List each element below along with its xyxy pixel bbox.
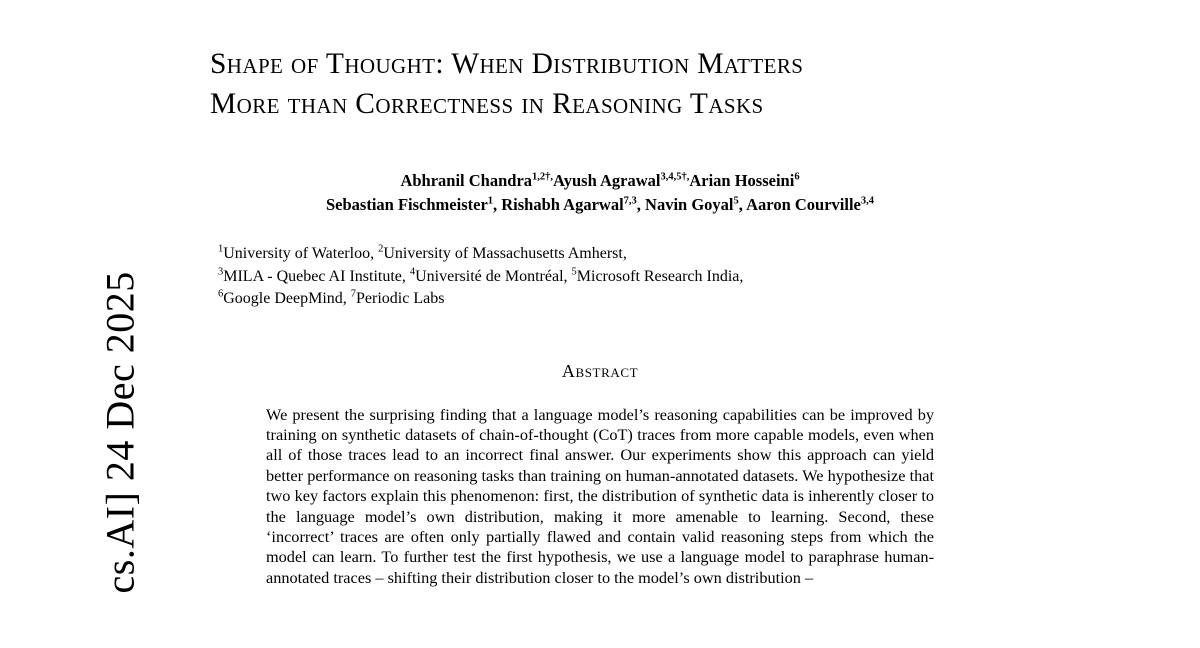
affiliation-text: Université de Montréal,	[415, 267, 572, 285]
affiliation-marker: 1	[218, 243, 224, 255]
affiliation-text: Google DeepMind,	[223, 290, 351, 307]
author-name: Ayush Agrawal	[553, 171, 661, 190]
arxiv-spine-stamp: cs.AI] 24 Dec 2025	[97, 271, 143, 594]
abstract-paragraph: We present the surprising finding that a language model’s reasoning capabilities can be improved by training on synthetic datasets of chain-of-thought (CoT) traces from more capable models, even when all of those traces lead to an incorrect final answer. Our experiments show this approach can yield better performance on reasoning tasks than training on human-annotated datasets. We hypothesize that two key factors explain this phenomenon: first, the distribution of synthetic data is inherently closer to the language model’s own distribution, making it more amenable to learning. Second, these ‘incorrect’ traces are often only partially flawed and contain valid reasoning steps from which the model can learn. To further test the first hypothesis, we use a language model to paraphrase human-annotated traces – shifting their distribution closer to the model’s own distribution –	[266, 404, 934, 587]
paper-column	[200, 0, 1000, 648]
affiliation-line	[218, 243, 1000, 266]
author-name: Rishabh Agarwal	[501, 195, 624, 214]
author-name: Navin Goyal	[645, 195, 734, 214]
page-title-line-2: More than Correctness in Reasoning Tasks	[210, 88, 764, 120]
author-affiliation-marker: 1	[487, 195, 494, 207]
affiliation-marker: 7	[350, 288, 357, 300]
affiliation-list	[218, 243, 1000, 311]
author-line-1	[200, 169, 1000, 193]
affiliation-text: Microsoft Research India,	[576, 267, 744, 285]
affiliation-marker: 2	[378, 243, 384, 255]
author-line-2	[200, 193, 1000, 217]
page-title	[200, 44, 1000, 124]
affiliation-marker: 6	[218, 288, 224, 300]
author-affiliation-marker: 5	[733, 195, 739, 207]
author-name: Sebastian Fischmeister	[325, 195, 488, 214]
author-affiliation-marker: 6	[794, 171, 800, 183]
author-name: Arian Hosseini	[689, 171, 795, 190]
author-affiliation-marker: 7,3	[623, 195, 637, 207]
affiliation-line	[218, 288, 1000, 311]
affiliation-marker: 4	[409, 266, 416, 278]
affiliation-marker: 3	[218, 266, 224, 278]
author-separator: ,	[636, 195, 646, 214]
affiliation-text: Periodic Labs	[356, 290, 445, 307]
affiliation-text: MILA - Quebec AI Institute,	[223, 267, 410, 285]
author-list	[200, 169, 1000, 217]
abstract-heading: Abstract	[561, 360, 639, 381]
author-affiliation-marker: 3,4	[860, 195, 874, 207]
author-separator: ,	[493, 195, 502, 214]
author-affiliation-marker: 1,2†,	[532, 171, 554, 183]
author-affiliation-marker: 3,4,5†,	[660, 171, 690, 183]
affiliation-text: University of Waterloo,	[223, 245, 379, 262]
author-separator: ,	[738, 195, 747, 214]
affiliation-marker: 5	[571, 266, 577, 278]
author-name: Aaron Courville	[746, 195, 861, 214]
page-title-line-1: Shape of Thought: When Distribution Matters	[210, 48, 804, 80]
affiliation-text: University of Massachusetts Amherst,	[383, 245, 627, 262]
affiliation-line	[218, 266, 1000, 289]
abstract-body	[266, 405, 934, 589]
author-name: Abhranil Chandra	[400, 171, 533, 190]
